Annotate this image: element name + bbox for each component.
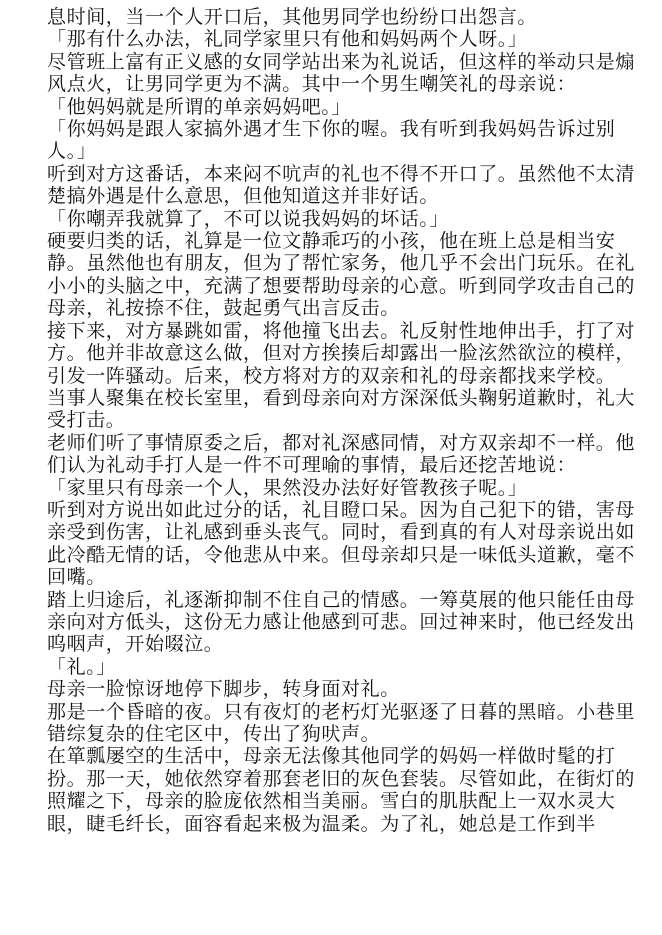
paragraph: 母亲一脸惊讶地停下脚步，转身面对礼。 bbox=[47, 678, 400, 701]
paragraph: 接下来，对方暴跳如雷，将他撞飞出去。礼反射性地伸出手，打了对方。他并非故意这么做，但对方挨揍后却露出一脸泫然欲泣的模样，引发一阵骚动。后来，校方将对方的双亲和礼的母亲都找来学校。 bbox=[47, 319, 636, 387]
paragraph: 「他妈妈就是所谓的单亲妈妈吧。」 bbox=[47, 95, 352, 118]
paragraph: 尽管班上富有正义感的女同学站出来为礼说话，但这样的举动只是煽风点火，让男同学更为不满。其中一个男生嘲笑礼的母亲说： bbox=[47, 50, 636, 96]
paragraph: 老师们听了事情原委之后，都对礼深感同情，对方双亲却不一样。他们认为礼动手打人是一件不可理喻的事情，最后还挖苦地说： bbox=[47, 431, 636, 477]
paragraph: 当事人聚集在校长室里，看到母亲向对方深深低头鞠躬道歉时，礼大受打击。 bbox=[47, 386, 636, 432]
paragraph: 硬要归类的话，礼算是一位文静乖巧的小孩，他在班上总是相当安静。虽然他也有朋友，但为了帮忙家务，他几乎不会出门玩乐。在礼小小的头脑之中，充满了想要帮助母亲的心意。听到同学攻击自己的母亲，礼按捺不住，鼓起勇气出言反击。 bbox=[47, 230, 636, 320]
paragraph: 息时间，当一个人开口后，其他男同学也纷纷口出怨言。 bbox=[47, 6, 538, 28]
paragraph: 听到对方说出如此过分的话，礼目瞪口呆。因为自己犯下的错，害母亲受到伤害，让礼感到垂头丧气。同时，看到真的有人对母亲说出如此冷酷无情的话，令他悲从中来。但母亲却只是一味低头道歉，毫不回嘴。 bbox=[47, 498, 636, 589]
paragraph: 踏上归途后，礼逐渐抑制不住自己的情感。一筹莫展的他只能任由母亲向对方低头，这份无力感让他感到可悲。回过神来时，他已经发出呜咽声，开始啜泣。 bbox=[47, 588, 636, 656]
paragraph: 听到对方这番话，本来闷不吭声的礼也不得不开口了。虽然他不太清楚搞外遇是什么意思，但他知道这并非好话。 bbox=[47, 162, 636, 208]
paragraph: 在箪瓢屡空的生活中，母亲无法像其他同学的妈妈一样做时髦的打扮。那一天，她依然穿着那套老旧的灰色套装。尽管如此，在街灯的照耀之下，母亲的脸庞依然相当美丽。雪白的肌肤配上一双水灵大眼，睫毛纤长，面容看起来极为温柔。为了礼，她总是工作到半 bbox=[47, 745, 636, 835]
paragraph: 「家里只有母亲一个人，果然没办法好好管教孩子呢。」 bbox=[47, 476, 528, 499]
paragraph: 「那有什么办法，礼同学家里只有他和妈妈两个人呀。」 bbox=[47, 28, 528, 51]
paragraph: 「你妈妈是跟人家搞外遇才生下你的喔。我有听到我妈妈告诉过别人。」 bbox=[47, 118, 616, 163]
paragraph: 那是一个昏暗的夜。只有夜灯的老朽灯光驱逐了日暮的黑暗。小巷里错综复杂的住宅区中，传出了狗吠声。 bbox=[47, 700, 636, 745]
paragraph: 「你嘲弄我就算了，不可以说我妈妈的坏话。」 bbox=[47, 207, 450, 230]
paragraph: 「礼。」 bbox=[47, 655, 116, 678]
